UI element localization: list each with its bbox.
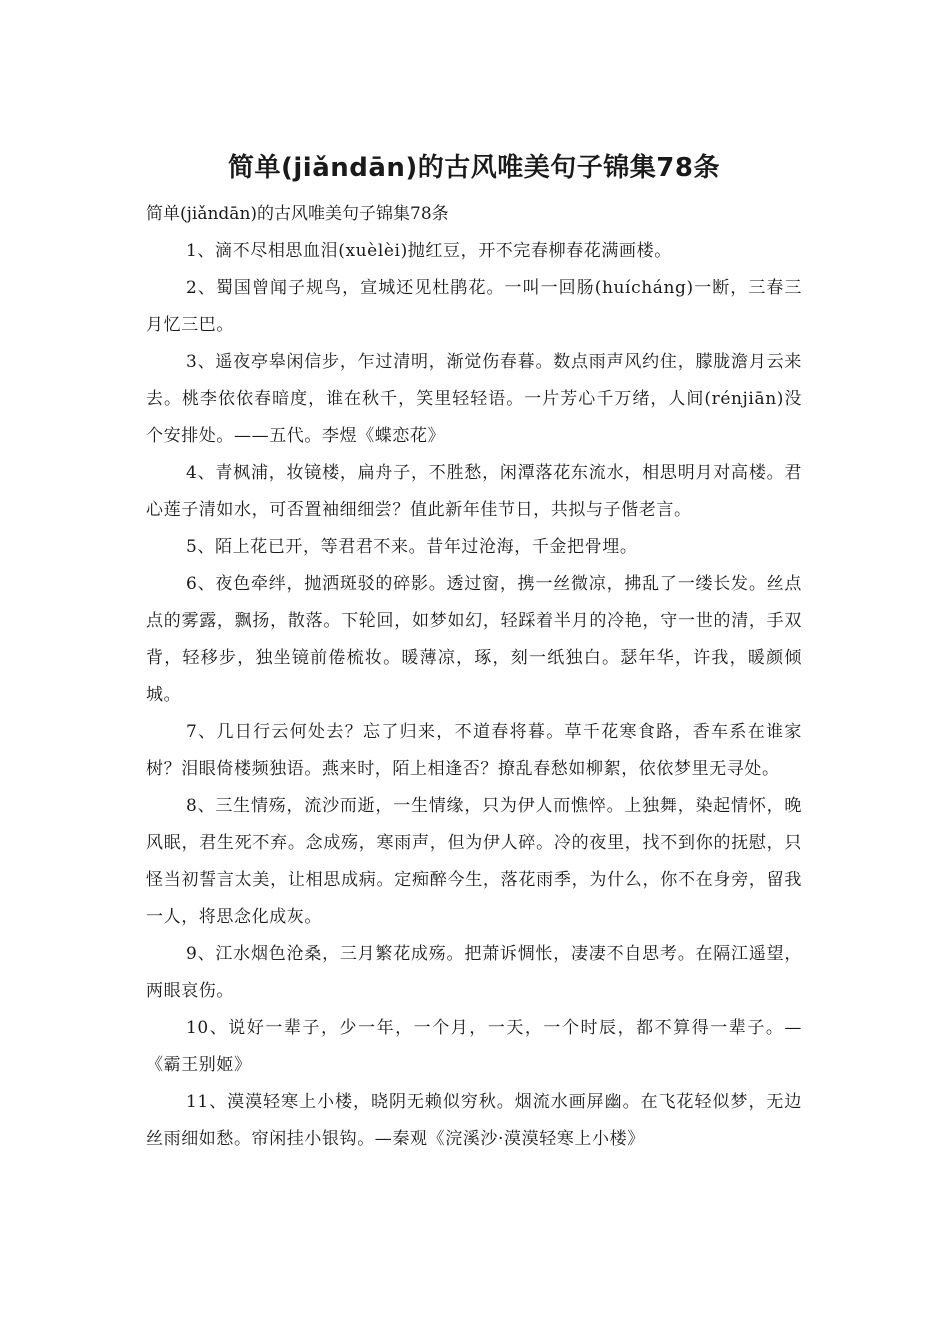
paragraph-4: 4、青枫浦，妆镜楼，扁舟子，不胜愁，闲潭落花东流水，相思明月对高楼。君心莲子清如水，可否置袖细细尝？值此新年佳节日，共拟与子偕老言。	[146, 463, 802, 520]
paragraph-9: 9、江水烟色沧桑，三月繁花成殇。把萧诉惆怅，凄凄不自思考。在隔江遥望，两眼哀伤。	[146, 944, 802, 1001]
paragraph-10: 10、说好一辈子，少一年，一个月，一天，一个时辰，都不算得一辈子。—《霸王别姬》	[146, 1018, 802, 1075]
document-page	[146, 146, 802, 1158]
paragraph-1: 1、滴不尽相思血泪(xuèlèi)抛红豆，开不完春柳春花满画楼。	[186, 241, 672, 261]
paragraph-5: 5、陌上花已开，等君君不来。昔年过沧海，千金把骨埋。	[186, 537, 638, 557]
document-title: 简单(jiǎndān)的古风唯美句子锦集78条	[228, 153, 720, 183]
document-subtitle: 简单(jiǎndān)的古风唯美句子锦集78条	[146, 204, 449, 224]
paragraph-3: 3、遥夜亭皋闲信步，乍过清明，渐觉伤春暮。数点雨声风约住，朦胧澹月云来去。桃李依依春暗度，谁在秋千，笑里轻轻语。一片芳心千万绪，人间(rénjiān)没个安排处。——五代。李煜《蝶恋花》	[146, 352, 802, 446]
paragraph-7: 7、几日行云何处去？忘了归来，不道春将暮。草千花寒食路，香车系在谁家树？泪眼倚楼频独语。燕来时，陌上相逢否？撩乱春愁如柳絮，依依梦里无寻处。	[146, 722, 802, 779]
paragraph-6: 6、夜色牵绊，抛洒斑驳的碎影。透过窗，携一丝微凉，拂乱了一缕长发。丝点点的雾露，飘扬，散落。下轮回，如梦如幻，轻踩着半月的冷艳，守一世的清，手双背，轻移步，独坐镜前倦梳妆。暖薄凉，琢，刻一纸独白。瑟年华，许我，暖颜倾城。	[146, 574, 802, 705]
paragraph-2: 2、蜀国曾闻子规鸟，宣城还见杜鹃花。一叫一回肠(huícháng)一断，三春三月忆三巴。	[146, 278, 802, 335]
paragraph-11: 11、漠漠轻寒上小楼，晓阴无赖似穷秋。烟流水画屏幽。在飞花轻似梦，无边丝雨细如愁。帘闲挂小银钩。—秦观《浣溪沙·漠漠轻寒上小楼》	[146, 1092, 802, 1149]
paragraph-8: 8、三生情殇，流沙而逝，一生情缘，只为伊人而憔悴。上独舞，染起情怀，晚风眠，君生死不弃。念成殇，寒雨声，但为伊人碎。冷的夜里，找不到你的抚慰，只怪当初誓言太美，让相思成病。定痴醉今生，落花雨季，为什么，你不在身旁，留我一人，将思念化成灰。	[146, 796, 802, 927]
